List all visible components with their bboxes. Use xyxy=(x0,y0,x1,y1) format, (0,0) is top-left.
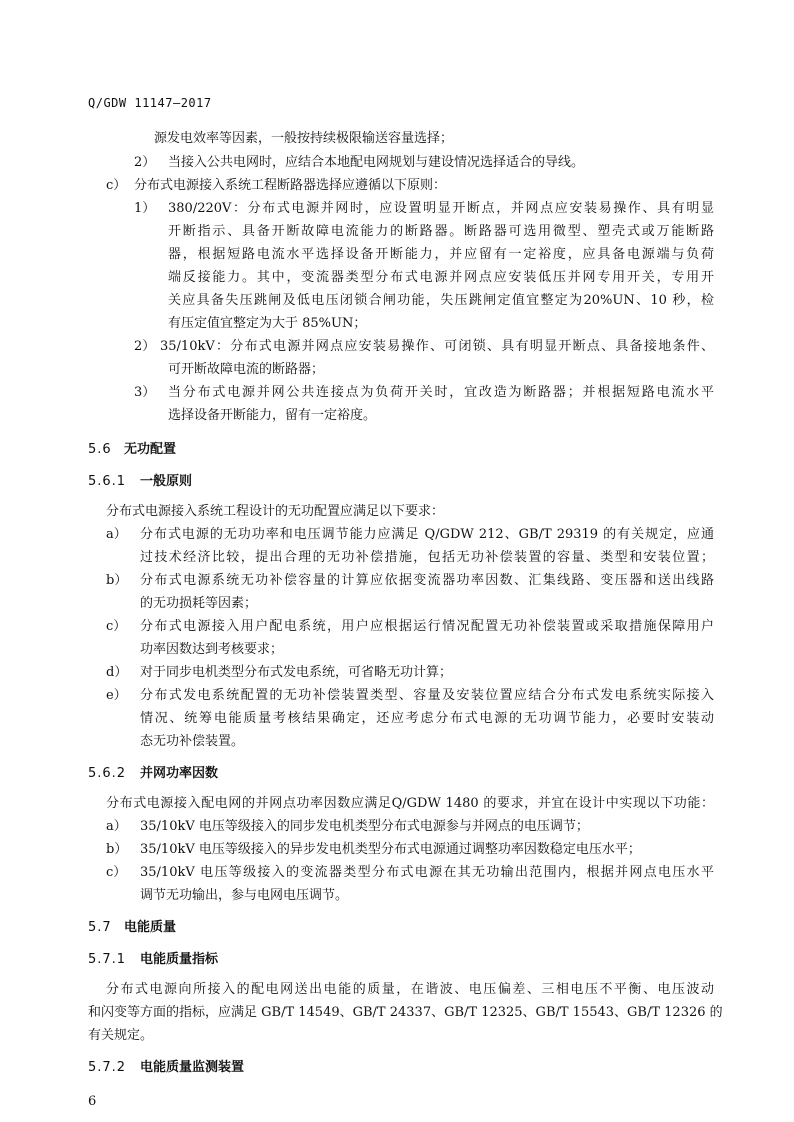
subsection-heading xyxy=(88,1060,244,1076)
body-line: 可开断故障电流的断路器； xyxy=(168,362,325,377)
body-line: 和闪变等方面的指标，应满足 GB/T 14549、GB/T 24337、GB/T 12325、GB/T 15543、GB/T 12326 的 xyxy=(88,1005,723,1020)
body-line: 380/220V：分布式电源并网时，应设置明显开断点，并网点应安装易操作、具有明显 xyxy=(168,201,714,216)
body-line: 态无功补偿装置。 xyxy=(140,734,245,749)
body-line: 分布式电源接入配电网的并网点功率因数应满足Q/GDW 1480 的要求，并宜在设计中实现以下功能： xyxy=(106,796,714,811)
body-line: 有关规定。 xyxy=(88,1028,154,1043)
list-marker: b） xyxy=(106,573,128,588)
body-line: 分布式电源向所接入的配电网送出电能的质量，在谐波、电压偏差、三相电压不平衡、电压波动 xyxy=(106,982,714,997)
body-line: 分布式电源接入用户配电系统，用户应根据运行情况配置无功补偿装置或采取措施保障用户 xyxy=(140,619,714,634)
page-number: 6 xyxy=(88,1094,97,1109)
body-line: 分布式电源接入系统工程设计的无功配置应满足以下要求： xyxy=(106,504,445,519)
section-title: 电能质量指标 xyxy=(140,952,219,967)
body-line: 选择设备开断能力，留有一定裕度。 xyxy=(168,408,377,423)
section-number: 5.7.2 xyxy=(88,1060,127,1075)
body-line: 源发电效率等因素，一般按持续极限输送容量选择； xyxy=(154,131,454,146)
body-line: 当分布式电源并网公共连接点为负荷开关时，宜改造为断路器；并根据短路电流水平 xyxy=(168,385,714,400)
section-heading xyxy=(88,442,176,458)
list-marker: c） xyxy=(106,619,127,634)
list-marker: 2） xyxy=(134,339,156,354)
body-line: 过技术经济比较，提出合理的无功补偿措施，包括无功补偿装置的容量、类型和安装位置； xyxy=(140,550,714,565)
list-marker: c） xyxy=(106,865,127,880)
list-marker: b） xyxy=(106,842,128,857)
list-marker: a） xyxy=(106,527,127,542)
section-number: 5.6.2 xyxy=(88,766,127,781)
section-title: 一般原则 xyxy=(140,474,193,489)
subsection-heading xyxy=(88,474,192,490)
list-marker: e） xyxy=(106,688,127,703)
section-title: 并网功率因数 xyxy=(140,766,219,781)
section-number: 5.6.1 xyxy=(88,474,127,489)
body-line: 分布式电源接入系统工程断路器选择应遵循以下原则： xyxy=(134,178,447,193)
section-heading xyxy=(88,920,176,936)
body-line: 情况、统筹电能质量考核结果确定，还应考虑分布式电源的无功调节能力，必要时安装动 xyxy=(140,711,714,726)
body-line: 调节无功输出，参与电网电压调节。 xyxy=(140,888,349,903)
subsection-heading xyxy=(88,952,218,968)
section-number: 5.7.1 xyxy=(88,952,127,967)
body-line: 的无功损耗等因素； xyxy=(140,596,258,611)
section-number: 5.6 xyxy=(88,442,112,457)
body-line: 有压定值宜整定为大于 85%UN； xyxy=(168,316,367,331)
list-marker: a） xyxy=(106,819,127,834)
body-line: 分布式电源的无功功率和电压调节能力应满足 Q/GDW 212、GB/T 29319 的有关规定，应通 xyxy=(140,527,714,542)
subsection-heading xyxy=(88,766,218,782)
body-line: 分布式电源系统无功补偿容量的计算应依据变流器功率因数、汇集线路、变压器和送出线路 xyxy=(140,573,714,588)
section-title: 电能质量 xyxy=(124,920,177,935)
body-line: 端反接能力。其中，变流器类型分布式电源并网点应安装低压并网专用开关，专用开 xyxy=(168,270,714,285)
section-title: 无功配置 xyxy=(124,442,177,457)
list-marker: 3） xyxy=(134,385,156,400)
body-line: 关应具备失压跳闸及低电压闭锁合闸功能，失压跳闸定值宜整定为20%UN、10 秒，检 xyxy=(168,293,714,308)
body-line: 开断指示、具备开断故障电流能力的断路器。断路器可选用微型、塑壳式或万能断路 xyxy=(168,224,714,239)
body-line: 35/10kV 电压等级接入的异步发电机类型分布式电源通过调整功率因数稳定电压水平； xyxy=(140,842,641,857)
body-line: 35/10kV 电压等级接入的同步发电机类型分布式电源参与并网点的电压调节； xyxy=(140,819,589,834)
body-line: 35/10kV 电压等级接入的变流器类型分布式电源在其无功输出范围内，根据并网点电压水平 xyxy=(140,865,714,880)
section-title: 电能质量监测装置 xyxy=(140,1060,245,1075)
body-line: 功率因数达到考核要求； xyxy=(140,642,284,657)
list-marker: 1） xyxy=(134,201,156,216)
body-line: 分布式发电系统配置的无功补偿装置类型、容量及安装位置应结合分布式发电系统实际接入 xyxy=(140,688,714,703)
list-marker: c） xyxy=(106,178,127,193)
document-code: Q/GDW 11147—2017 xyxy=(88,96,212,110)
section-number: 5.7 xyxy=(88,920,112,935)
list-marker: d） xyxy=(106,665,128,680)
body-line: 当接入公共电网时，应结合本地配电网规划与建设情况选择适合的导线。 xyxy=(168,155,585,170)
list-marker: 2） xyxy=(134,155,156,170)
body-line: 对于同步电机类型分布式发电系统，可省略无功计算； xyxy=(140,665,453,680)
body-line: 35/10kV：分布式电源并网点应安装易操作、可闭锁、具有明显开断点、具备接地条件、 xyxy=(160,339,714,354)
body-line: 器，根据短路电流水平选择设备开断能力，并应留有一定裕度，应具备电源端与负荷 xyxy=(168,247,714,262)
